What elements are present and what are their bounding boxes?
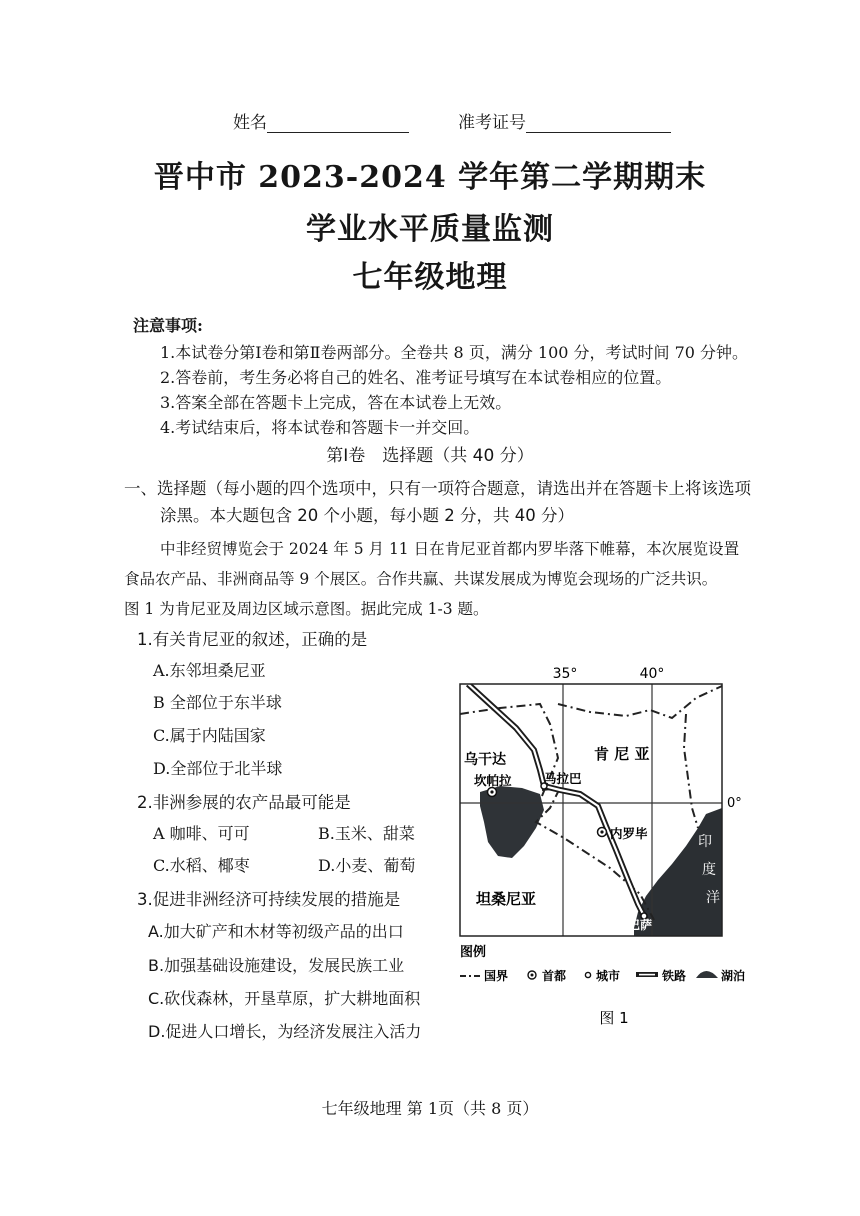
legend-item: 湖泊 [721,969,746,983]
label-kampala: 坎帕拉 [474,773,512,788]
label-ocean: 印 [698,834,712,850]
option-b[interactable]: B 全部位于东半球 [153,693,282,712]
notice-item: 4.考试结束后，将本试卷和答题卡一并交回。 [160,418,480,437]
option-a[interactable]: A.东邻坦桑尼亚 [153,661,266,680]
legend-item: 国界 [484,969,509,983]
option-b[interactable]: B.玉米、甜菜 [318,824,415,843]
label-uganda: 乌干达 [464,752,506,768]
option-d[interactable]: D.促进人口增长，为经济发展注入活力 [148,1022,422,1041]
exam-id-underline[interactable] [526,114,671,133]
option-c[interactable]: C.属于内陆国家 [153,726,266,745]
option-b[interactable]: B.加强基础设施建设，发展民族工业 [148,956,405,975]
notice-item: 2.答卷前，考生务必将自己的姓名、准考证号填写在本试卷相应的位置。 [160,368,672,387]
lake-victoria [480,786,544,858]
section-heading: 第Ⅰ卷 选择题（共 40 分） [326,446,534,466]
notice-heading: 注意事项: [133,316,203,335]
option-a[interactable]: A.加大矿产和木材等初级产品的出口 [148,922,404,941]
exam-id-field[interactable] [458,108,671,133]
option-c[interactable]: C.水稻、椰枣 [153,856,250,875]
figure-caption: 图 1 [599,1009,629,1027]
name-label: 姓名 [233,113,267,133]
passage-line: 中非经贸博览会于 2024 年 5 月 11 日在肯尼亚首都内罗毕落下帷幕，本次展览设置 [160,540,740,558]
option-d[interactable]: D.全部位于北半球 [153,759,283,778]
legend [460,968,745,983]
passage-line: 图 1 为肯尼亚及周边区域示意图。据此完成 1-3 题。 [124,600,489,618]
name-field[interactable] [233,108,409,133]
question-stem: 2.非洲参展的农产品最可能是 [137,793,351,812]
option-c[interactable]: C.砍伐森林，开垦草原，扩大耕地面积 [148,989,421,1008]
label-tanzania: 坦桑尼亚 [476,890,537,908]
label-ocean: 洋 [706,890,720,906]
option-a[interactable]: A 咖啡、可可 [153,824,250,843]
legend-lake-symbol [696,971,718,978]
legend-item: 城市 [596,969,621,983]
lon-label: 35° [552,666,578,682]
question-stem: 1.有关肯尼亚的叙述，正确的是 [137,630,368,649]
kenya-region-map [440,658,760,1038]
legend-city-symbol [585,972,590,977]
section-instruction: 涂黑。本大题包含 20 个小题，每小题 2 分，共 40 分） [160,506,574,525]
label-ocean: 度 [702,862,716,878]
exam-subtitle: 学业水平质量监测 [306,212,554,247]
option-d[interactable]: D.小麦、葡萄 [318,856,416,875]
legend-item: 首都 [542,969,567,983]
label-mombasa: 蒙巴萨 [616,918,653,932]
name-underline[interactable] [267,114,409,133]
legend-title: 图例 [460,945,487,960]
notice-item: 1.本试卷分第Ⅰ卷和第Ⅱ卷两部分。全卷共 8 页，满分 100 分，考试时间 70 分钟。 [160,343,749,362]
question-stem: 3.促进非洲经济可持续发展的措施是 [137,890,401,909]
notice-item: 3.答案全部在答题卡上完成，答在本试卷上无效。 [160,393,512,412]
label-nairobi: 内罗毕 [610,826,648,841]
page-footer: 七年级地理 第 1页（共 8 页） [321,1099,539,1118]
label-malaba: 马拉巴 [544,771,582,786]
lat-label: 0° [727,796,742,811]
exam-id-label: 准考证号 [458,113,526,133]
section-instruction: 一、选择题（每小题的四个选项中，只有一项符合题意，请选出并在答题卡上将该选项 [124,479,751,498]
passage-line: 食品农产品、非洲商品等 9 个展区。合作共赢、共谋发展成为博览会现场的广泛共识。 [124,570,718,588]
label-kenya: 肯 尼 亚 [594,745,650,763]
exam-title: 晋中市 2023-2024 学年第二学期期末 [153,160,707,195]
subject-title: 七年级地理 [352,260,508,295]
lon-label: 40° [639,666,665,682]
legend-item: 铁路 [662,969,687,983]
